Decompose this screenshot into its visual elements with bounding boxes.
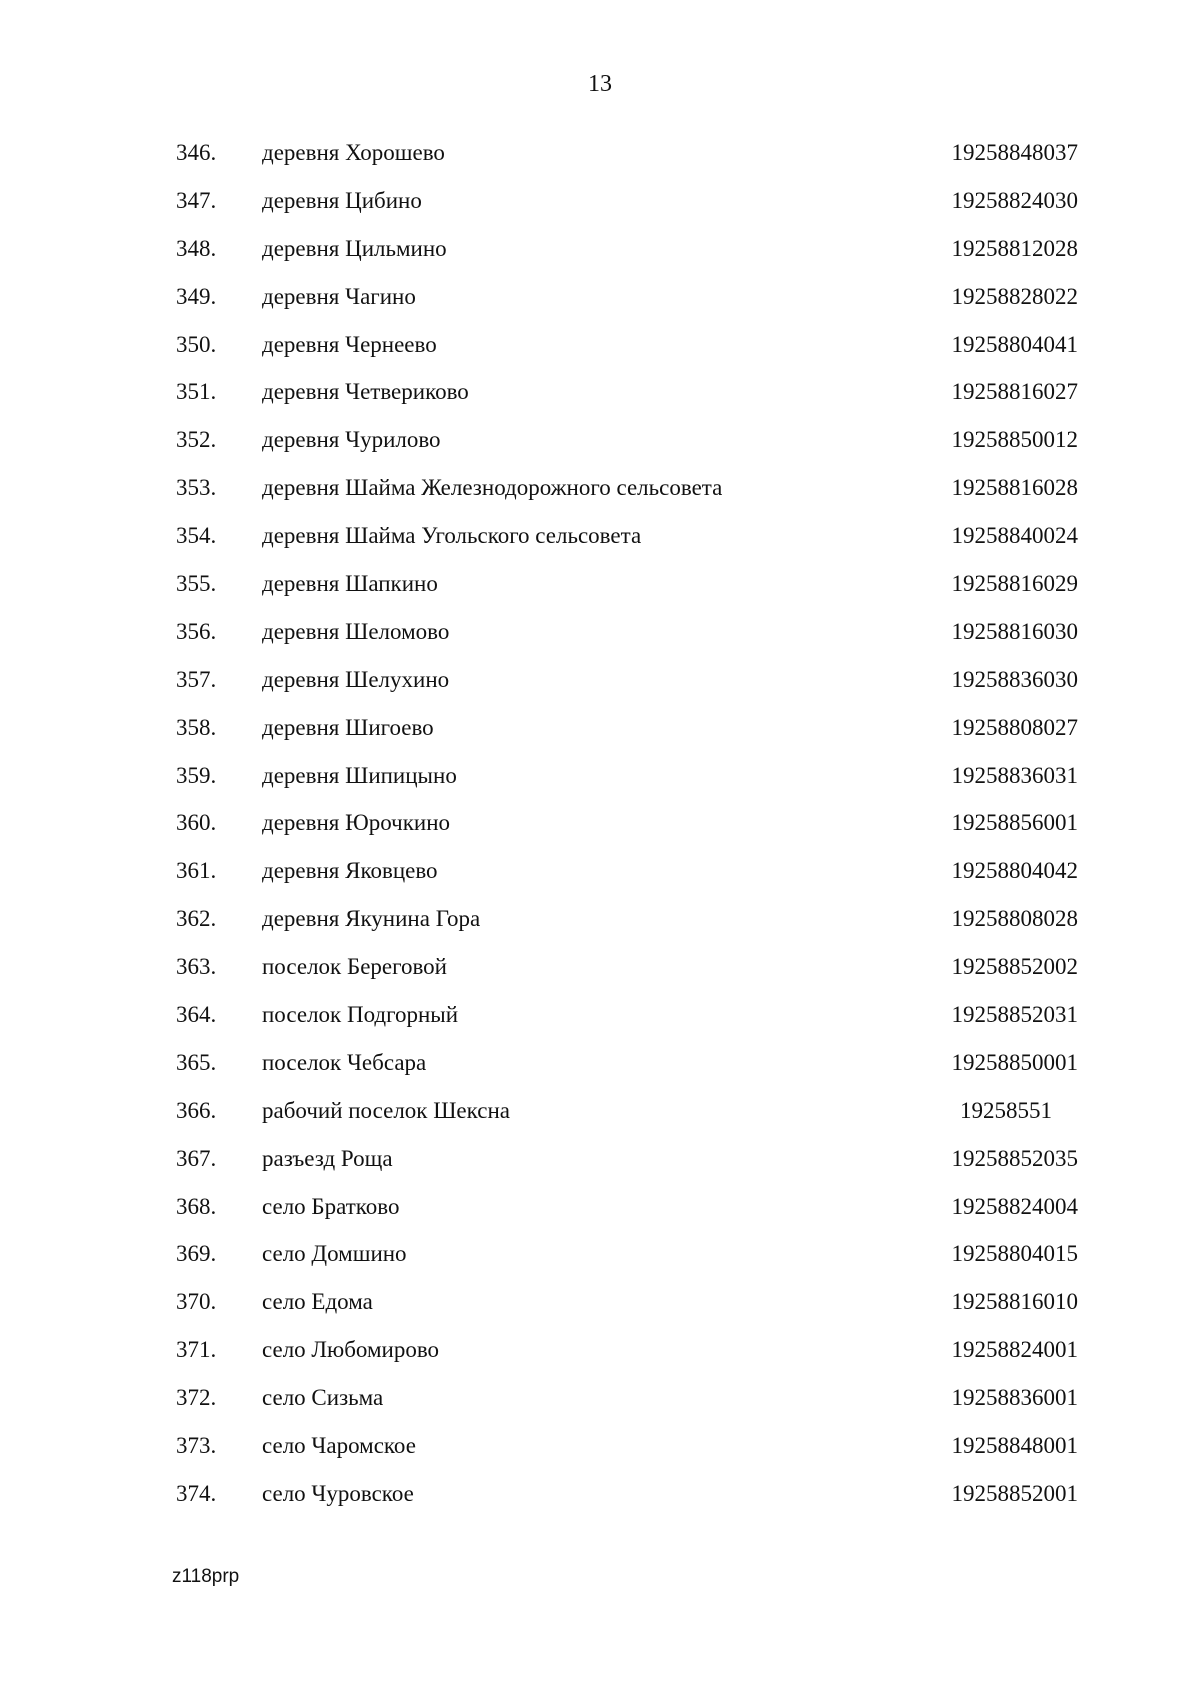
row-number: 364.: [176, 1002, 217, 1028]
settlement-name: деревня Шелухино: [262, 666, 450, 692]
settlement-name: поселок Береговой: [262, 954, 447, 980]
settlement-name: поселок Чебсара: [262, 1049, 427, 1075]
row-number: 346.: [176, 140, 217, 165]
settlement-name: деревня Цибино: [262, 187, 422, 213]
settlement-name: деревня Якунина Гора: [262, 906, 481, 932]
settlement-name: деревня Чурилово: [262, 427, 441, 453]
settlement-name: деревня Цильмино: [262, 235, 447, 261]
list-row: [0, 514, 1200, 562]
list-row: [0, 1041, 1200, 1089]
list-row: [0, 754, 1200, 802]
settlement-name: село Чуровское: [262, 1480, 414, 1506]
list-row: [0, 227, 1200, 275]
oktmo-code: 19258840024: [951, 523, 1078, 549]
list-row: [0, 1472, 1200, 1520]
row-number: 372.: [176, 1385, 217, 1411]
list-row: [0, 945, 1200, 993]
row-number: 351.: [176, 379, 217, 405]
page-number: 13: [588, 71, 612, 97]
settlement-name: село Любомирово: [262, 1337, 440, 1363]
list-row: [0, 179, 1200, 227]
oktmo-code: 19258836030: [951, 666, 1078, 692]
list-row: [0, 131, 1200, 179]
row-number: 365.: [176, 1049, 217, 1075]
row-number: 350.: [176, 331, 217, 357]
settlement-name: деревня Чагино: [262, 283, 416, 309]
list-row: [0, 1089, 1200, 1137]
settlement-name: село Братково: [262, 1193, 400, 1219]
oktmo-code: 19258816029: [951, 571, 1078, 597]
settlement-name: деревня Шеломово: [262, 618, 450, 644]
oktmo-code: 19258836001: [951, 1385, 1078, 1411]
oktmo-code: 19258816010: [951, 1289, 1078, 1315]
settlement-name: деревня Яковцево: [262, 858, 438, 884]
settlement-name: рабочий поселок Шексна: [262, 1097, 510, 1123]
settlement-name: село Чаромское: [262, 1433, 416, 1459]
settlement-name: разъезд Роща: [262, 1145, 393, 1171]
list-row: [0, 1328, 1200, 1376]
settlement-name: деревня Хорошево: [262, 140, 445, 165]
row-number: 360.: [176, 810, 217, 836]
row-number: 349.: [176, 283, 217, 309]
oktmo-code: 19258848001: [951, 1433, 1078, 1459]
list-row: [0, 658, 1200, 706]
list-row: [0, 275, 1200, 323]
row-number: 353.: [176, 475, 217, 501]
oktmo-code: 19258812028: [951, 235, 1078, 261]
oktmo-code: 19258816030: [951, 618, 1078, 644]
list-row: [0, 1280, 1200, 1328]
list-row: [0, 370, 1200, 418]
row-number: 357.: [176, 666, 217, 692]
row-number: 355.: [176, 571, 217, 597]
list-row: [0, 1137, 1200, 1185]
row-number: 368.: [176, 1193, 217, 1219]
row-number: 370.: [176, 1289, 217, 1315]
row-number: 366.: [176, 1097, 217, 1123]
settlement-name: деревня Шайма Угольского сельсовета: [262, 523, 642, 549]
row-number: 348.: [176, 235, 217, 261]
oktmo-code: 19258856001: [951, 810, 1078, 836]
oktmo-code: 19258852035: [951, 1145, 1078, 1171]
settlement-name: село Сизьма: [262, 1385, 384, 1411]
oktmo-code: 19258804042: [951, 858, 1078, 884]
settlement-name: деревня Четвериково: [262, 379, 469, 405]
oktmo-code: 19258816027: [951, 379, 1078, 405]
oktmo-code: 19258551: [960, 1097, 1052, 1123]
oktmo-code: 19258852001: [951, 1480, 1078, 1506]
oktmo-code: 19258850012: [951, 427, 1078, 453]
row-number: 358.: [176, 714, 217, 740]
oktmo-code: 19258824030: [951, 187, 1078, 213]
oktmo-code: 19258808027: [951, 714, 1078, 740]
row-number: 367.: [176, 1145, 217, 1171]
list-row: [0, 993, 1200, 1041]
settlement-name: деревня Шапкино: [262, 571, 438, 597]
row-number: 361.: [176, 858, 217, 884]
list-row: [0, 323, 1200, 371]
settlement-name: поселок Подгорный: [262, 1002, 459, 1028]
settlement-name: деревня Чернеево: [262, 331, 437, 357]
row-number: 362.: [176, 906, 217, 932]
oktmo-code: 19258816028: [951, 475, 1078, 501]
settlement-name: село Едома: [262, 1289, 373, 1315]
row-number: 356.: [176, 618, 217, 644]
settlement-list: [0, 131, 1200, 1520]
list-row: [0, 562, 1200, 610]
list-row: [0, 1424, 1200, 1472]
oktmo-code: 19258804041: [951, 331, 1078, 357]
row-number: 374.: [176, 1480, 217, 1506]
list-row: [0, 849, 1200, 897]
oktmo-code: 19258808028: [951, 906, 1078, 932]
oktmo-code: 19258804015: [951, 1241, 1078, 1267]
list-row: [0, 706, 1200, 754]
list-row: [0, 801, 1200, 849]
list-row: [0, 1185, 1200, 1233]
list-row: [0, 418, 1200, 466]
row-number: 369.: [176, 1241, 217, 1267]
row-number: 359.: [176, 762, 217, 788]
oktmo-code: 19258852002: [951, 954, 1078, 980]
settlement-name: деревня Шипицыно: [262, 762, 457, 788]
list-row: [0, 1232, 1200, 1280]
row-number: 354.: [176, 523, 217, 549]
oktmo-code: 19258828022: [951, 283, 1078, 309]
list-row: [0, 1376, 1200, 1424]
oktmo-code: 19258824001: [951, 1337, 1078, 1363]
oktmo-code: 19258848037: [951, 140, 1078, 165]
row-number: 363.: [176, 954, 217, 980]
settlement-name: деревня Юрочкино: [262, 810, 451, 836]
list-row: [0, 897, 1200, 945]
oktmo-code: 19258824004: [951, 1193, 1078, 1219]
row-number: 371.: [176, 1337, 217, 1363]
oktmo-code: 19258836031: [951, 762, 1078, 788]
oktmo-code: 19258850001: [951, 1049, 1078, 1075]
settlement-name: деревня Шигоево: [262, 714, 434, 740]
row-number: 352.: [176, 427, 217, 453]
settlement-name: деревня Шайма Железнодорожного сельсовета: [262, 475, 723, 501]
row-number: 373.: [176, 1433, 217, 1459]
document-footer-code: z118prp: [172, 1566, 240, 1587]
list-row: [0, 466, 1200, 514]
settlement-name: село Домшино: [262, 1241, 407, 1267]
list-row: [0, 610, 1200, 658]
oktmo-code: 19258852031: [951, 1002, 1078, 1028]
row-number: 347.: [176, 187, 217, 213]
